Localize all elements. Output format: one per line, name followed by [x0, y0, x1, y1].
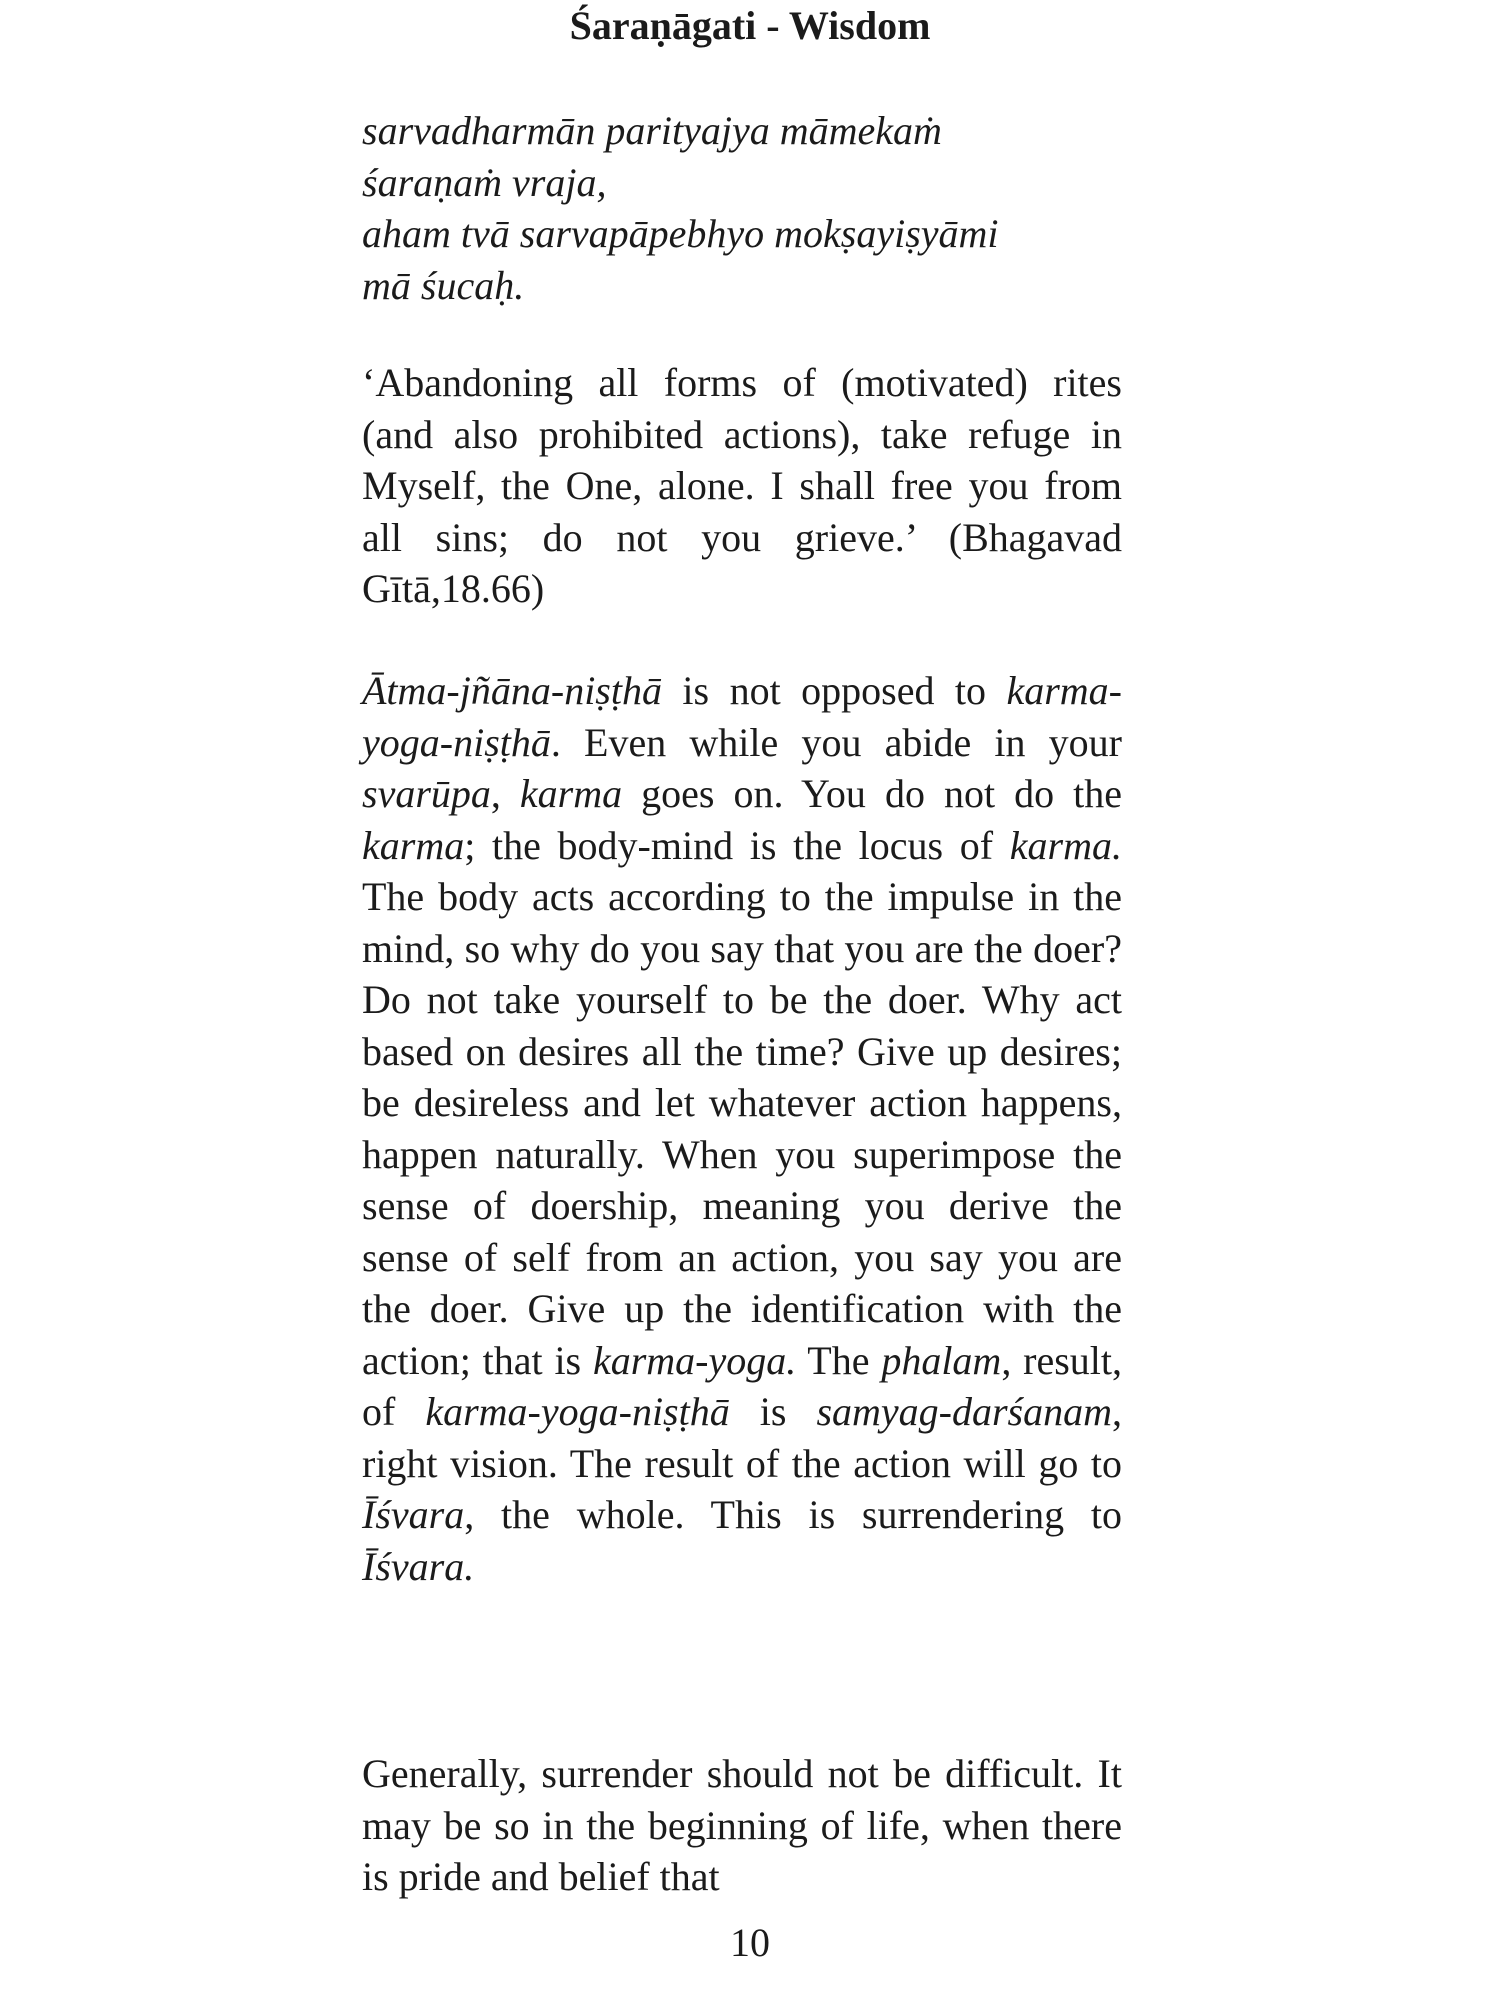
paragraph-text: goes on. You do not do the: [622, 771, 1123, 816]
verse-line: śaraṇaṁ vraja,: [362, 159, 607, 205]
translation-text: ‘Abandoning all forms of (motivated) rites (and also prohibited actions), take refuge in Myself, the One, alone. I shall free you from all sins; do not you grieve.’: [362, 360, 1122, 560]
sanskrit-term: karma-yoga.: [592, 1337, 797, 1383]
paragraph-text: , right vision. The result of the action will go to: [362, 1389, 1122, 1486]
page-number: 10: [730, 1920, 770, 1965]
sanskrit-term: svarūpa: [362, 771, 491, 816]
sanskrit-term: Ātma-jñāna-niṣṭhā: [362, 668, 662, 713]
running-title: Śaraṇāgati - Wisdom: [569, 3, 931, 48]
sanskrit-term: karma: [362, 822, 465, 868]
paragraph-karma-yoga: [362, 665, 1122, 1592]
paragraph-text: The body acts according to the impulse in the mind, so why do you say that you are the doer? Do not take yourself to be the doer. Why act based on desires all the time? Give up desires; be desireless and let whatever action happens, happen naturally. When you superimpose the sense of doership, meaning you derive the sense of self from an action, you say you are the doer. Give up the identification with the action; that is: [362, 874, 1122, 1383]
sanskrit-term: karma.: [1009, 822, 1122, 868]
verse-line: mā śucaḥ.: [362, 262, 525, 308]
paragraph-text: ,: [490, 771, 520, 816]
sanskrit-term: Īśvara.: [362, 1543, 475, 1589]
paragraph-text: is: [729, 1389, 817, 1434]
verse-line: sarvadharmān parityajya māmekaṁ: [362, 108, 942, 153]
paragraph-text: . Even while you abide in your: [550, 719, 1122, 765]
verse-translation: [362, 357, 1122, 615]
paragraph-surrender: Generally, surrender should not be difficult. It may be so in the beginning of life, when there is pride and belief that: [362, 1751, 1122, 1899]
sanskrit-term: karma-yoga-niṣṭhā: [362, 668, 1122, 765]
verse-line: aham tvā sarvapāpebhyo mokṣayiṣyāmi: [362, 211, 999, 256]
sanskrit-term: karma-yoga-niṣṭhā: [425, 1389, 730, 1434]
paragraph-text: , the whole. This is surrendering to: [464, 1492, 1122, 1537]
paragraph-text: , result, of: [362, 1337, 1122, 1434]
sanskrit-term: karma: [519, 771, 623, 816]
paragraph-text: ; the body-mind is the locus of: [464, 822, 1010, 868]
sanskrit-term: samyag-darśanam: [816, 1389, 1112, 1434]
sanskrit-term: phalam: [881, 1337, 1002, 1383]
sanskrit-term: Īśvara: [362, 1492, 465, 1537]
sanskrit-verse: [362, 105, 1122, 311]
translation-citation: (Bhagavad Gītā,18.66): [362, 514, 1123, 611]
paragraph-text: The: [796, 1337, 882, 1383]
paragraph-text: is not opposed to: [661, 668, 1007, 713]
